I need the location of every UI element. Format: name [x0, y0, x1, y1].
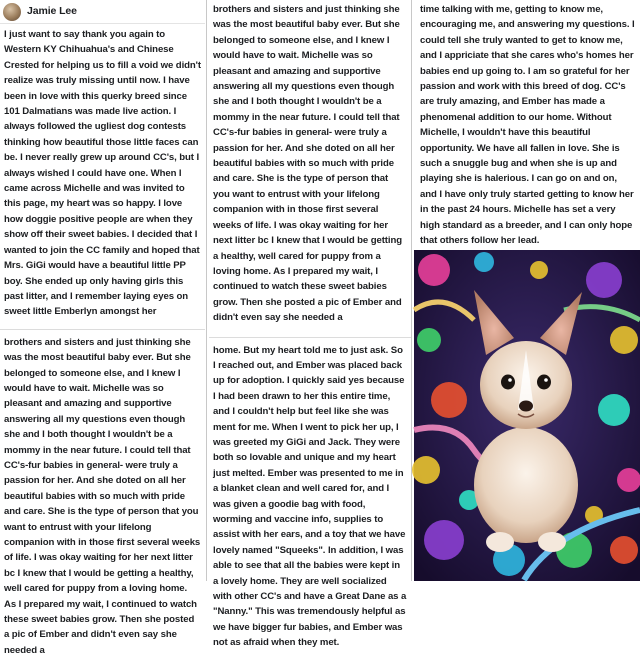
post-header	[0, 0, 205, 24]
post-text: brothers and sisters and just thinking she was the most beautiful baby ever. But she belonged to someone else, and I knew I would have to wait. Michelle was so pleasant and amazing and supportive answering all my questions even though she and I both thought I wouldn't be a mommy in the near future. I could tell that CC's-fur babies in general- were truly a passion for her. And she doted on all her beautiful babies with so much with pride and care. She is the type of person that you want to entrust with your lifelong companion with in those first several weeks of life. I was okay waiting for her next litter bc I knew that I would be getting a healthy, well cared for puppy from a loving home. As I prepared my wait, I continued to watch these sweet babies grow. Then she posted a pic of Ember and didn't even say she needed a	[4, 336, 201, 656]
puppy-paw	[486, 532, 514, 552]
text-panel	[209, 340, 411, 651]
avatar[interactable]	[3, 3, 21, 21]
puppy-body	[474, 427, 578, 543]
panel-divider	[0, 320, 205, 330]
text-panel	[209, 0, 411, 326]
post-text: brothers and sisters and just thinking she was the most beautiful baby ever. But she belonged to someone else, and I knew I would have to wait. Michelle was so pleasant and amazing and supportive answering all my questions even though she and I both thought I wouldn't be a mommy in the near future. I could tell that CC's-fur babies in general- were truly a passion for her. And she doted on all her beautiful babies with so much with pride and care. She is the type of person that you want to entrust with your lifelong companion with in those first several weeks of life. I was okay waiting for her next litter bc I knew that I would be getting a healthy, well cared for puppy from a loving home. As I prepared my wait, I continued to watch these sweet babies grow. Then she posted a pic of Ember and didn't even say she needed a	[213, 4, 402, 324]
puppy-nose	[519, 401, 533, 412]
text-panel	[0, 24, 205, 320]
puppy-photo	[414, 250, 640, 581]
puppy-eye-right	[537, 375, 551, 390]
puppy-image	[414, 250, 640, 581]
author-name[interactable]: Jamie Lee	[27, 4, 77, 17]
column-divider	[206, 0, 207, 581]
text-panel	[414, 0, 640, 249]
post-text: time talking with me, getting to know me, encouraging me, and answering my questions. I could tell she truly wanted to get to know me, and I appriciate that she cares who's homes her babies end up going to. I am so grateful for her passion and work with this breed of dog. CC's are truly amazing, and Ember has made a phenomenal addition to our home. Without Michelle, I wouldn't have this beautiful opportunity. We have all fallen in love. She is such a snuggle bug and when she is up and playing she is halerious. I can go on and on, and I have only truly started getting to know her in the past 24 hours. Michelle has set a very high standard as a breeder, and I can only hope that others follow her lead.	[420, 4, 635, 247]
panel-divider	[209, 326, 411, 338]
column-divider	[411, 0, 412, 581]
post-column-2	[209, 0, 411, 649]
post-text: home. But my heart told me to just ask. So I reached out, and Ember was placed back up for adoption. I quickly said yes because I had been drawn to her this entire time, and I couldn't help but feel like she was ment for me. When I went to pick her up, I was greeted my GiGi and Jack. They were both so lovable and unique and my heart just melted. Ember was presented to me in a blanket clean and well cared for, and I was given a goodie bag with food, worming and vaccine info, supplies to assist with her ears, and a toy that we have lovely named "Squeeks". In addition, I was able to see that all the babies were kept in a lovely home. They are well socialized with other CC's and have a Great Dane as a "Nanny." This was tremendously helpful as we have bigger fur babies, and Ember was not as afraid when they met.	[213, 344, 407, 649]
post-text: I just want to say thank you again to Western KY Chihuahua's and Chinese Crested for helping us to fill a void we didn't realize was truly missing until now. I have been in love with this querky breed since 101 Dalmatians was made live action. I always followed the ugliest dog contests thinking how beautiful those little faces can be. I never really grew up around CC's, but I always wished I could have one. When I came across Michelle and was invited to this page, my heart was so happy. I love how doggie positive people are when they show off their sweet babies. I decided that I wanted to join the CC family and hoped that Mrs. GiGi would have a beautiful little PP boy. She ended up only having girls this past litter, and I remember laying eyes on sweet little Emberlyn amongst her	[4, 29, 201, 318]
puppy-eye-left	[501, 375, 515, 390]
puppy-paw	[538, 532, 566, 552]
post-column-1	[0, 0, 205, 656]
text-panel	[0, 332, 205, 658]
